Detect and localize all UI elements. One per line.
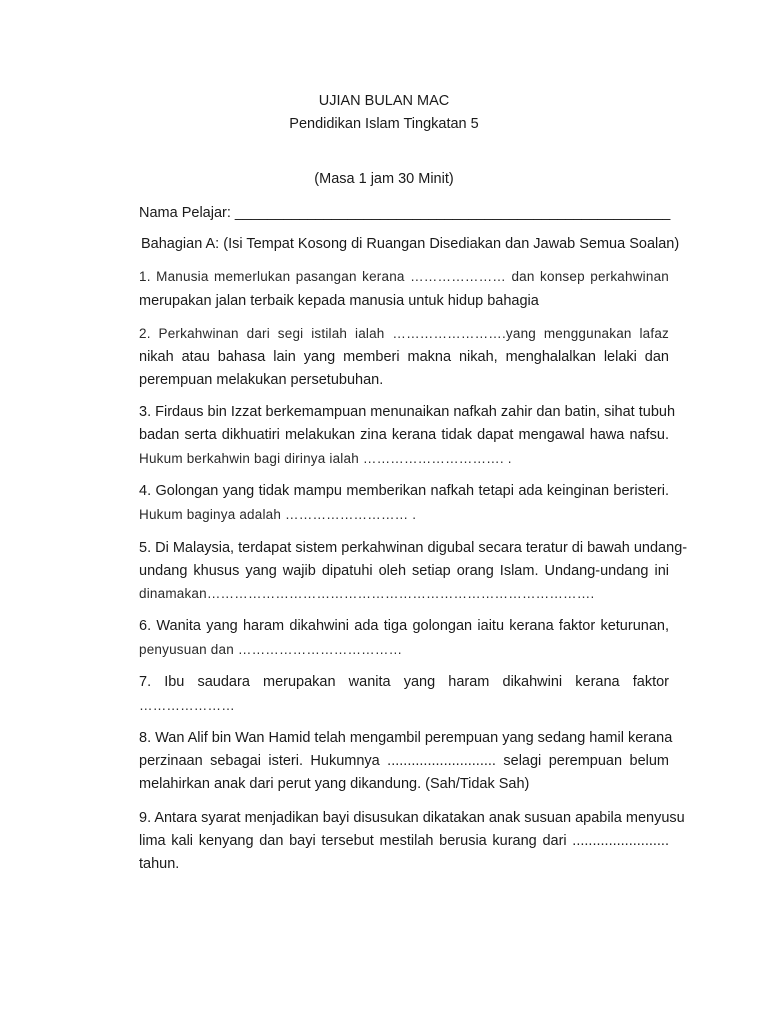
question-9-line-1: 9. Antara syarat menjadikan bayi disusukan dikatakan anak susuan apabila menyusu	[139, 810, 685, 826]
question-4-line-1: 4. Golongan yang tidak mampu memberikan nafkah tetapi ada keinginan beristeri.	[139, 483, 669, 499]
question-3-line-3: Hukum berkahwin bagi dirinya ialah …………………………. .	[139, 451, 512, 466]
question-8-line-2: perzinaan sebagai isteri. Hukumnya ........................... selagi perempuan belum	[139, 753, 669, 769]
question-7-line-1: 7. Ibu saudara merupakan wanita yang haram dikahwini kerana faktor	[139, 674, 669, 690]
exam-duration: (Masa 1 jam 30 Minit)	[314, 171, 454, 187]
question-1-line-2: merupakan jalan terbaik kepada manusia untuk hidup bahagia	[139, 293, 539, 309]
exam-title: UJIAN BULAN MAC	[318, 93, 450, 109]
exam-subject: Pendidikan Islam Tingkatan 5	[289, 116, 479, 132]
question-3-line-2: badan serta dikhuatiri melakukan zina kerana tidak dapat mengawal hawa nafsu.	[139, 427, 669, 443]
question-2-line-1: 2. Perkahwinan dari segi istilah ialah …………………….yang menggunakan lafaz	[139, 326, 669, 341]
question-4-line-2: Hukum baginya adalah ……………………… .	[139, 507, 417, 522]
section-instruction: Bahagian A: (Isi Tempat Kosong di Ruangan Disediakan dan Jawab Semua Soalan)	[141, 236, 680, 252]
student-name-line: Nama Pelajar: ______________________________________________________	[139, 205, 671, 221]
question-9-line-2: lima kali kenyang dan bayi tersebut mestilah berusia kurang dari ........................	[139, 833, 669, 849]
question-8-line-3: melahirkan anak dari perut yang dikandung. (Sah/Tidak Sah)	[139, 776, 530, 792]
question-2-line-3: perempuan melakukan persetubuhan.	[139, 372, 384, 388]
question-1-line-1: 1. Manusia memerlukan pasangan kerana ………………… dan konsep perkahwinan	[139, 269, 669, 284]
question-3-line-1: 3. Firdaus bin Izzat berkemampuan menunaikan nafkah zahir dan batin, sihat tubuh	[139, 404, 676, 420]
question-8-line-1: 8. Wan Alif bin Wan Hamid telah mengambil perempuan yang sedang hamil kerana	[139, 730, 673, 746]
question-5-line-3: dinamakan………………………………………………………………………….	[139, 586, 595, 601]
question-9-line-3: tahun.	[139, 856, 180, 872]
question-6-line-2: penyusuan dan ………………………………	[139, 642, 403, 657]
question-5-line-1: 5. Di Malaysia, terdapat sistem perkahwinan digubal secara teratur di bawah undang-	[139, 540, 688, 556]
question-6-line-1: 6. Wanita yang haram dikahwini ada tiga golongan iaitu kerana faktor keturunan,	[139, 618, 669, 634]
question-7-line-2: …………………	[139, 698, 235, 713]
question-2-line-2: nikah atau bahasa lain yang memberi makna nikah, menghalalkan lelaki dan	[139, 349, 669, 365]
question-5-line-2: undang khusus yang wajib dipatuhi oleh setiap orang Islam. Undang-undang ini	[139, 563, 669, 579]
